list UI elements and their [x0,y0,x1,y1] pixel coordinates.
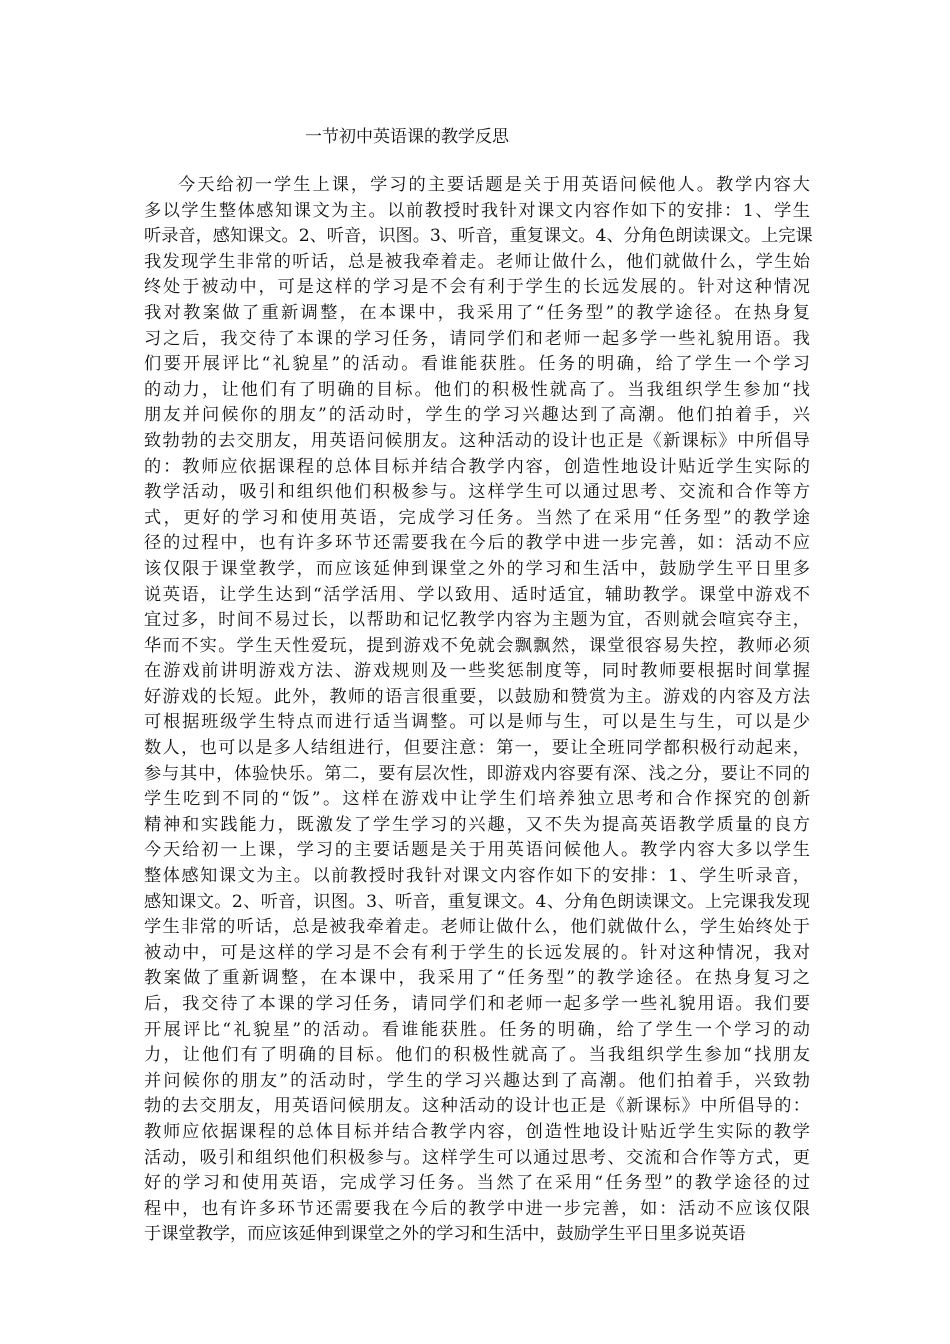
body-text-line: 可根据班级学生特点而进行适当调整。可以是师与生，可以是生与生，可以是少 [144,712,810,733]
body-text-line: 致勃勃的去交朋友，用英语问候朋友。这种活动的设计也正是《新课标》中所倡导 [144,430,810,451]
body-text-line: 好游戏的长短。此外，教师的语言很重要，以鼓励和赞赏为主。游戏的内容及方法 [144,686,810,707]
body-text-line: 华而不实。学生天性爱玩，提到游戏不免就会飘飘然，课堂很容易失控，教师必须 [144,635,810,656]
body-text-line: 勃的去交朋友，用英语问候朋友。这种活动的设计也正是《新课标》中所倡导的： [144,1096,810,1117]
body-text-line: 我发现学生非常的听话，总是被我牵着走。老师让做什么，他们就做什么，学生始 [144,251,810,272]
document-body [144,173,813,1248]
body-text-line: 我对教案做了重新调整，在本课中，我采用了“任务型”的教学途径。在热身复 [144,302,810,323]
body-text-line: 活动，吸引和组织他们积极参与。这样学生可以通过思考、交流和合作等方式，更 [144,1147,810,1168]
body-text-line: 好的学习和使用英语，完成学习任务。当然了在采用“任务型”的教学途径的过 [144,1173,810,1194]
body-text-line: 今天给初一上课，学习的主要话题是关于用英语问候他人。教学内容大多以学生 [144,840,810,861]
body-text-line: 教案做了重新调整，在本课中，我采用了“任务型”的教学途径。在热身复习之 [144,968,810,989]
body-text-line: 数人，也可以是多人结组进行，但要注意：第一，要让全班同学都积极行动起来， [144,738,810,759]
body-text-line: 们要开展评比“礼貌星”的活动。看谁能获胜。任务的明确，给了学生一个学习 [144,354,810,375]
body-text-line: 学生吃到不同的“饭”。这样在游戏中让学生们培养独立思考和合作探究的创新 [144,789,810,810]
body-text-line: 听录音，感知课文。2、听音，识图。3、听音，重复课文。4、分角色朗读课文。上完课 [144,226,813,247]
body-text-line: 教学活动，吸引和组织他们积极参与。这样学生可以通过思考、交流和合作等方 [144,482,810,503]
body-text-line: 整体感知课文为主。以前教授时我针对课文内容作如下的安排：1、学生听录音， [144,866,810,887]
body-text-line: 的动力，让他们有了明确的目标。他们的积极性就高了。当我组织学生参加“找 [144,379,810,400]
body-text-line: 于课堂教学，而应该延伸到课堂之外的学习和生活中，鼓励学生平日里多说英语 [144,1224,746,1245]
body-text-line: 学生非常的听话，总是被我牵着走。老师让做什么，他们就做什么，学生始终处于 [144,917,810,938]
body-text-line: 并问候你的朋友”的活动时，学生的学习兴趣达到了高潮。他们拍着手，兴致勃 [144,1070,810,1091]
body-text-line: 精神和实践能力，既激发了学生学习的兴趣，又不失为提高英语教学质量的良方 [144,814,810,835]
body-text-line: 朋友并问候你的朋友”的活动时，学生的学习兴趣达到了高潮。他们拍着手，兴 [144,405,810,426]
body-text-line: 程中，也有许多环节还需要我在今后的教学中进一步完善，如：活动不应该仅限 [144,1198,810,1219]
body-text-line: 该仅限于课堂教学，而应该延伸到课堂之外的学习和生活中，鼓励学生平日里多 [144,558,810,579]
body-text-line: 宜过多，时间不易过长，以帮助和记忆教学内容为主题为宜，否则就会喧宾夺主， [144,610,810,631]
body-text-line: 在游戏前讲明游戏方法、游戏规则及一些奖惩制度等，同时教师要根据时间掌握 [144,661,810,682]
body-text-line: 径的过程中，也有许多环节还需要我在今后的教学中进一步完善，如：活动不应 [144,533,810,554]
body-text-line: 教师应依据课程的总体目标并结合教学内容，创造性地设计贴近学生实际的教学 [144,1121,810,1142]
body-text-line: 习之后，我交待了本课的学习任务，请同学们和老师一起多学一些礼貌用语。我 [144,328,810,349]
body-text-line: 终处于被动中，可是这样的学习是不会有利于学生的长远发展的。针对这种情况 [144,277,810,298]
body-text-line: 说英语，让学生达到“活学活用、学以致用、适时适宜，辅助教学。课堂中游戏不 [144,584,810,605]
body-text-line: 多以学生整体感知课文为主。以前教授时我针对课文内容作如下的安排：1、学生 [144,200,810,221]
document-title: 一节初中英语课的教学反思 [305,127,509,147]
body-text-line: 力，让他们有了明确的目标。他们的积极性就高了。当我组织学生参加“找朋友 [144,1045,810,1066]
body-text-line: 的：教师应依据课程的总体目标并结合教学内容，创造性地设计贴近学生实际的 [144,456,810,477]
body-text-line: 式，更好的学习和使用英语，完成学习任务。当然了在采用“任务型”的教学途 [144,507,810,528]
body-text-line: 被动中，可是这样的学习是不会有利于学生的长远发展的。针对这种情况，我对 [144,942,810,963]
body-text-line: 开展评比“礼貌星”的活动。看谁能获胜。任务的明确，给了学生一个学习的动 [144,1019,810,1040]
body-text-line: 感知课文。2、听音，识图。3、听音，重复课文。4、分角色朗读课文。上完课我发现 [144,891,810,912]
body-text-line: 参与其中，体验快乐。第二，要有层次性，即游戏内容要有深、浅之分，要让不同的 [144,763,810,784]
body-text-line: 今天给初一学生上课，学习的主要话题是关于用英语问候他人。教学内容大 [178,175,810,195]
body-text-line: 后，我交待了本课的学习任务，请同学们和老师一起多学一些礼貌用语。我们要 [144,994,810,1014]
